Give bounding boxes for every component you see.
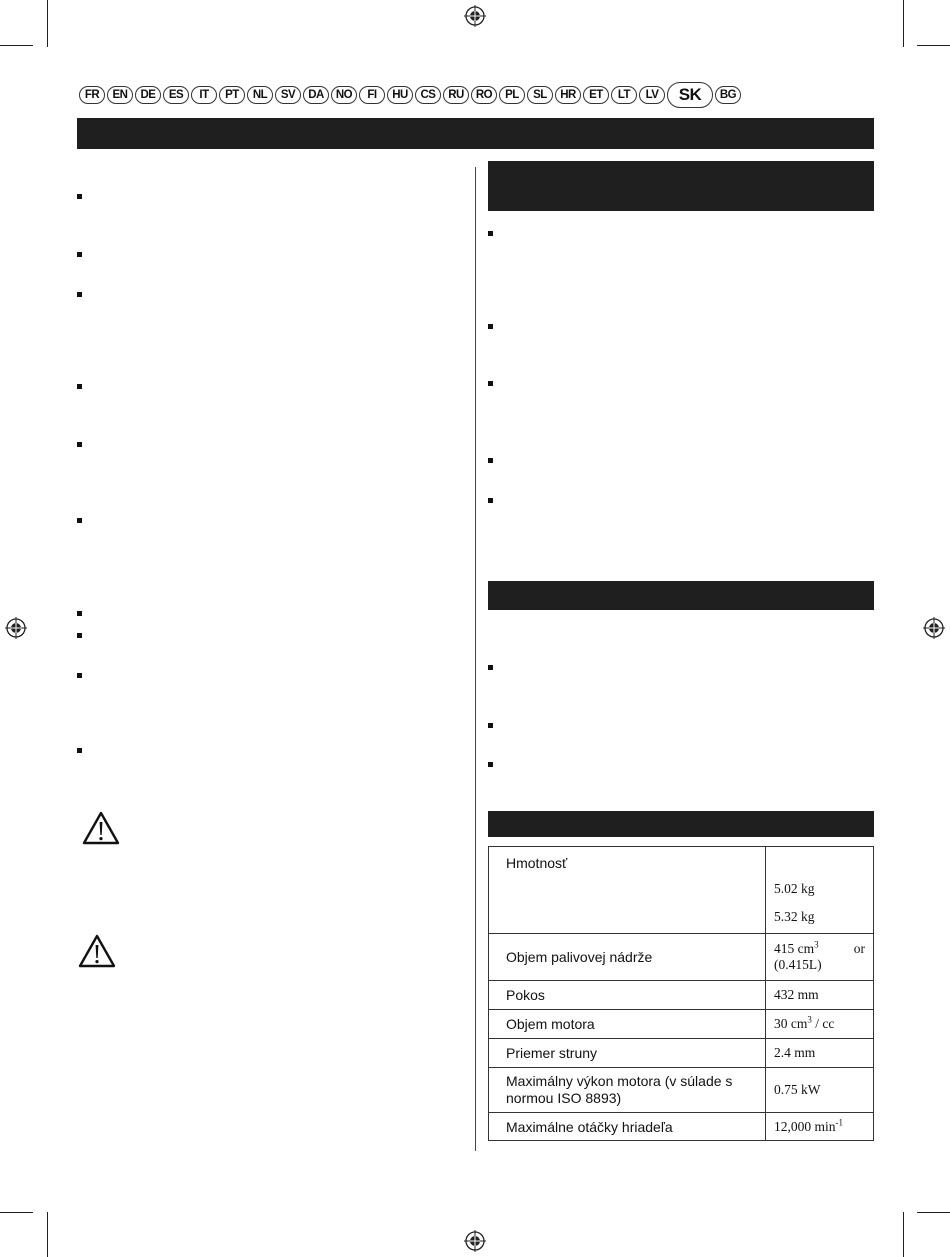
language-selector [79,84,743,106]
lang-tab-lv[interactable]: LV [639,86,665,104]
spec-label [489,1113,766,1141]
table-row [489,1010,874,1039]
table-row [489,1068,874,1113]
spec-value [766,934,874,981]
line-label: Priemer struny [506,1045,598,1061]
spec-label [489,847,766,934]
lang-tab-de[interactable]: DE [135,86,161,104]
list-bullet [488,324,493,329]
engine-value-b: / cc [811,1016,835,1031]
lang-tab-fr[interactable]: FR [79,86,105,104]
table-row [489,847,874,934]
list-bullet [77,292,82,297]
lang-tab-sk[interactable]: SK [667,82,713,108]
page-header-bar [77,118,874,149]
speed-label: Maximálne otáčky hriadeľa [506,1118,673,1135]
weight-value-2: 5.32 kg [774,909,815,924]
table-row [489,934,874,981]
lang-tab-sl[interactable]: SL [527,86,553,104]
engine-sup: 3 [807,1014,812,1025]
list-bullet [77,633,82,638]
lang-tab-da[interactable]: DA [303,86,329,104]
section-header-bar [488,161,874,211]
crop-mark [47,1212,48,1257]
crop-mark [0,45,33,46]
registration-mark-icon [5,617,27,639]
line-value: 2.4 mm [774,1045,816,1060]
tank-value-b: (0.415L) [774,957,822,972]
lang-tab-pt[interactable]: PT [219,86,245,104]
crop-mark [917,45,950,46]
tank-sup: 3 [814,939,819,950]
power-label: Maximálny výkon motora (v súlade s normou ISO 8893) [506,1073,733,1106]
cut-label: Pokos [506,987,545,1003]
crop-mark [903,1212,904,1257]
list-bullet [488,723,493,728]
lang-tab-es[interactable]: ES [163,86,189,104]
spec-value [766,847,874,934]
lang-tab-pl[interactable]: PL [499,86,525,104]
list-bullet [488,458,493,463]
list-bullet [77,194,82,199]
column-divider [475,167,476,1151]
speed-sup: -1 [835,1117,844,1127]
power-value: 0.75 kW [774,1082,821,1097]
list-bullet [77,384,82,389]
lang-tab-hu[interactable]: HU [387,86,413,104]
spec-label [489,934,766,981]
spec-value [766,1113,874,1141]
list-bullet [488,498,493,503]
list-bullet [77,252,82,257]
section-header-bar [488,581,874,610]
lang-tab-ro[interactable]: RO [471,86,497,104]
list-bullet [488,381,493,386]
lang-tab-bg[interactable]: BG [715,86,741,104]
lang-tab-it[interactable]: IT [191,86,217,104]
weight-label: Hmotnosť [506,855,568,871]
list-bullet [77,518,82,523]
tank-value-a: 415 cm [774,941,815,956]
spec-value [766,1068,874,1113]
tank-label: Objem palivovej nádrže [506,949,653,965]
lang-tab-nl[interactable]: NL [247,86,273,104]
cut-value: 432 mm [774,987,819,1002]
crop-mark [917,1212,950,1213]
spec-value [766,1039,874,1068]
lang-tab-cs[interactable]: CS [415,86,441,104]
engine-label: Objem motora [506,1016,595,1032]
registration-mark-icon [923,617,945,639]
lang-tab-fi[interactable]: FI [359,86,385,104]
crop-mark [47,0,48,47]
table-row [489,1113,874,1141]
list-bullet [77,748,82,753]
list-bullet [488,665,493,670]
lang-tab-lt[interactable]: LT [611,86,637,104]
lang-tab-sv[interactable]: SV [275,86,301,104]
list-bullet [488,231,493,236]
crop-mark [0,1212,33,1213]
spec-label [489,981,766,1010]
registration-mark-icon [464,5,486,27]
list-bullet [77,442,82,447]
spec-value [766,981,874,1010]
engine-value-a: 30 cm [774,1016,808,1031]
lang-tab-et[interactable]: ET [583,86,609,104]
spec-label [489,1010,766,1039]
specifications-header-bar [488,811,874,837]
list-bullet [488,762,493,767]
spec-label [489,1068,766,1113]
table-row [489,981,874,1010]
specifications-table [488,846,874,1141]
lang-tab-hr[interactable]: HR [555,86,581,104]
lang-tab-en[interactable]: EN [107,86,133,104]
warning-icon [77,933,117,969]
crop-mark [903,0,904,47]
list-bullet [77,673,82,678]
list-bullet [77,611,82,616]
lang-tab-no[interactable]: NO [331,86,357,104]
spec-value [766,1010,874,1039]
warning-icon [81,810,121,846]
speed-value: 12,000 min [774,1118,836,1134]
lang-tab-ru[interactable]: RU [443,86,469,104]
table-row [489,1039,874,1068]
tank-value-or: or [853,941,865,956]
registration-mark-icon [464,1230,486,1252]
spec-label [489,1039,766,1068]
weight-value-1: 5.02 kg [774,881,815,896]
